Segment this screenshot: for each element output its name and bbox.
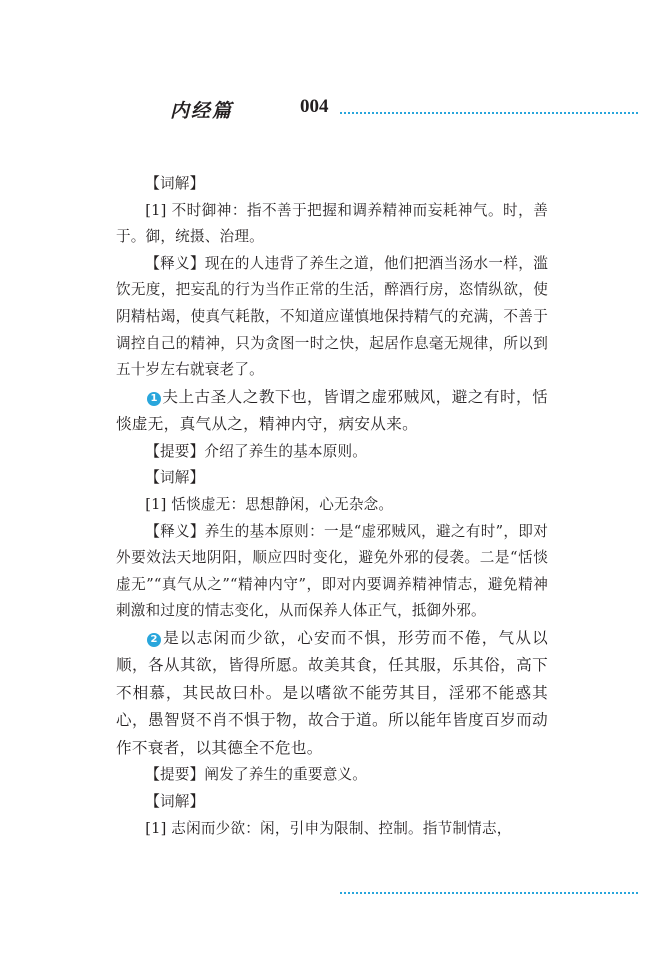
- paragraph-text: 【提要】介绍了养生的基本原则。: [145, 442, 368, 460]
- paragraph-text: 【提要】阐发了养生的重要意义。: [145, 766, 368, 784]
- paragraph-text: 【词解】: [145, 469, 205, 487]
- paragraph-ci-jie-2: [116, 465, 548, 492]
- paragraph-shi-yi-2: [116, 519, 548, 625]
- paragraph-ti-yao-2: [116, 762, 548, 789]
- paragraph-text: 是以志闲而少欲，心安而不惧，形劳而不倦，气从以顺，各从其欲，皆得所愿。故美其食，任其服，乐其俗，高下不相慕，其民故曰朴。是以嗜欲不能劳其目，淫邪不能惑其心，愚智贤不肖不惧于物，故合于道。所以能年皆度百岁而动作不衰者，以其德全不危也。: [116, 628, 548, 757]
- paragraph-ci-jie-3: [116, 789, 548, 816]
- paragraph-text: 【释义】现在的人违背了养生之道，他们把酒当汤水一样，滥饮无度，把妄乱的行为当作正常的生活，醉酒行房，恣情纵欲，使阴精枯竭，使真气耗散，不知道应谨慎地保持精气的充满，不善于调控自己的精神，只为贪图一时之快，起居作息毫无规律，所以到五十岁左右就衰老了。: [116, 254, 548, 379]
- paragraph-text: [1] 不时御神：指不善于把握和调养精神而妄耗神气。时，善于。御，统摄、治理。: [116, 201, 548, 246]
- number-badge-icon: 2: [147, 633, 161, 647]
- paragraph-term-3: [116, 816, 548, 843]
- paragraph-shi-yi-1: [116, 251, 548, 384]
- header-dotted-rule: [340, 112, 638, 114]
- page-number: 004: [300, 96, 329, 117]
- footer-dotted-rule: [340, 892, 638, 894]
- paragraph-ci-jie-1: [116, 171, 548, 198]
- paragraph-text: 夫上古圣人之教下也，皆谓之虚邪贼风，避之有时，恬惔虚无，真气从之，精神内守，病安从来。: [116, 387, 548, 434]
- paragraph-term-2: [116, 492, 548, 519]
- paragraph-text: [1] 恬惔虚无：思想静闲，心无杂念。: [145, 495, 394, 513]
- paragraph-text: 【释义】养生的基本原则：一是“虚邪贼风，避之有时”，即对外要效法天地阴阳，顺应四时变化，避免外邪的侵袭。二是“恬惔虚无”“真气从之”“精神内守”，即对内要调养精神情志，避免精神刺激和过度的情志变化，从而保养人体正气，抵御外邪。: [116, 522, 548, 620]
- paragraph-text: 【词解】: [145, 793, 205, 810]
- paragraph-term-1: [116, 198, 548, 251]
- paragraph-original-2: [116, 625, 548, 763]
- paragraph-ti-yao-1: [116, 439, 548, 466]
- paragraph-text: [1] 志闲而少欲：闲，引申为限制、控制。指节制情志，: [145, 819, 512, 837]
- paragraph-text: 【词解】: [145, 175, 205, 192]
- number-badge-icon: 1: [147, 392, 161, 406]
- section-title: 内经篇: [170, 100, 234, 122]
- page-body: [116, 171, 548, 842]
- paragraph-original-1: [116, 384, 548, 439]
